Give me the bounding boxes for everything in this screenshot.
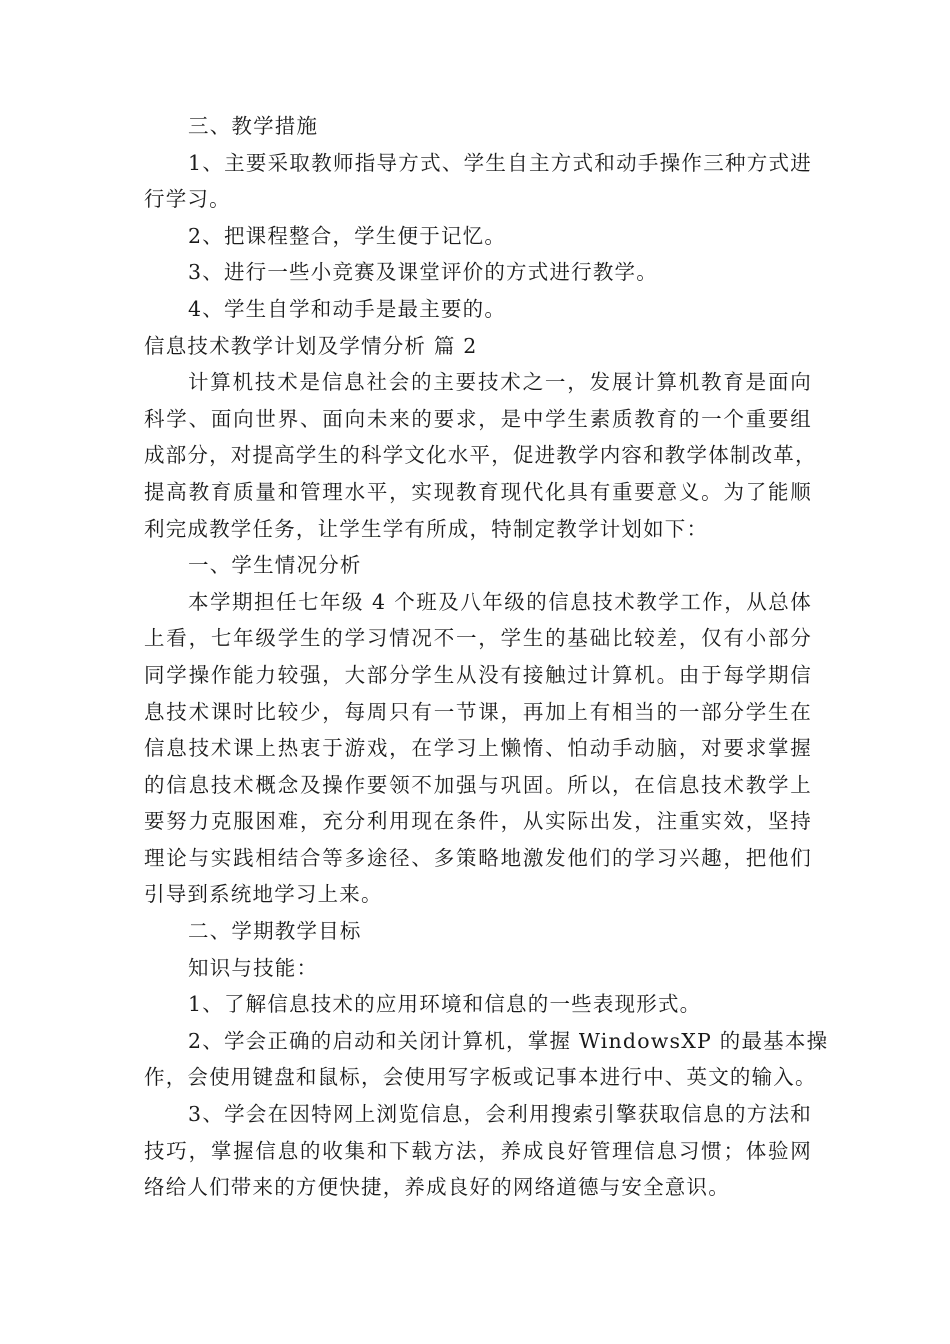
paragraph-line: 上看，七年级学生的学习情况不一，学生的基础比较差，仅有小部分 xyxy=(144,626,812,651)
paragraph-line: 信息技术课上热衷于游戏，在学习上懒惰、怕动手动脑，对要求掌握 xyxy=(144,736,812,761)
paragraph-line: 同学操作能力较强，大部分学生从没有接触过计算机。由于每学期信 xyxy=(144,662,812,687)
paragraph-line: 息技术课时比较少，每周只有一节课，再加上有相当的一部分学生在 xyxy=(144,699,812,724)
paragraph-line: 作，会使用键盘和鼠标，会使用写字板或记事本进行中、英文的输入。 xyxy=(144,1065,817,1090)
paragraph-line: 提高教育质量和管理水平，实现教育现代化具有重要意义。为了能顺 xyxy=(144,479,812,504)
paragraph-line: 行学习。 xyxy=(144,187,231,212)
section-title-part-2: 信息技术教学计划及学情分析 篇 2 xyxy=(144,333,478,358)
paragraph-line: 成部分，对提高学生的科学文化水平，促进教学内容和教学体制改革， xyxy=(144,443,817,468)
paragraph-line: 1、了解信息技术的应用环境和信息的一些表现形式。 xyxy=(188,992,702,1017)
paragraph-line: 2、学会正确的启动和关闭计算机，掌握 WindowsXP 的最基本操 xyxy=(188,1028,829,1053)
paragraph-line: 的信息技术概念及操作要领不加强与巩固。所以，在信息技术教学上 xyxy=(144,772,812,797)
heading-student-analysis: 一、学生情况分析 xyxy=(188,553,362,578)
paragraph-line: 3、学会在因特网上浏览信息，会利用搜索引擎获取信息的方法和 xyxy=(188,1102,812,1127)
paragraph-line: 2、把课程整合，学生便于记忆。 xyxy=(188,223,507,248)
paragraph-line: 科学、面向世界、面向未来的要求，是中学生素质教育的一个重要组 xyxy=(144,406,812,431)
subheading-knowledge-skills: 知识与技能： xyxy=(188,955,319,980)
paragraph-line: 计算机技术是信息社会的主要技术之一，发展计算机教育是面向 xyxy=(188,370,812,395)
paragraph-line: 引导到系统地学习上来。 xyxy=(144,882,383,907)
paragraph-line: 理论与实践相结合等多途径、多策略地激发他们的学习兴趣，把他们 xyxy=(144,845,812,870)
paragraph-line: 利完成教学任务，让学生学有所成，特制定教学计划如下： xyxy=(144,516,709,541)
paragraph-line: 3、进行一些小竞赛及课堂评价的方式进行教学。 xyxy=(188,260,658,285)
document-page xyxy=(144,108,829,1206)
paragraph-line: 技巧，掌握信息的收集和下载方法，养成良好管理信息习惯；体验网 xyxy=(144,1138,812,1163)
heading-semester-goals: 二、学期教学目标 xyxy=(188,919,362,944)
heading-teaching-measures: 三、教学措施 xyxy=(188,114,319,138)
paragraph-line: 络给人们带来的方便快捷，养成良好的网络道德与安全意识。 xyxy=(144,1175,730,1200)
paragraph-line: 4、学生自学和动手是最主要的。 xyxy=(188,296,507,321)
paragraph-line: 要努力克服困难，充分利用现在条件，从实际出发，注重实效，坚持 xyxy=(144,809,812,834)
paragraph-line: 本学期担任七年级 4 个班及八年级的信息技术教学工作，从总体 xyxy=(188,589,812,614)
paragraph-line: 1、主要采取教师指导方式、学生自主方式和动手操作三种方式进 xyxy=(188,150,812,175)
